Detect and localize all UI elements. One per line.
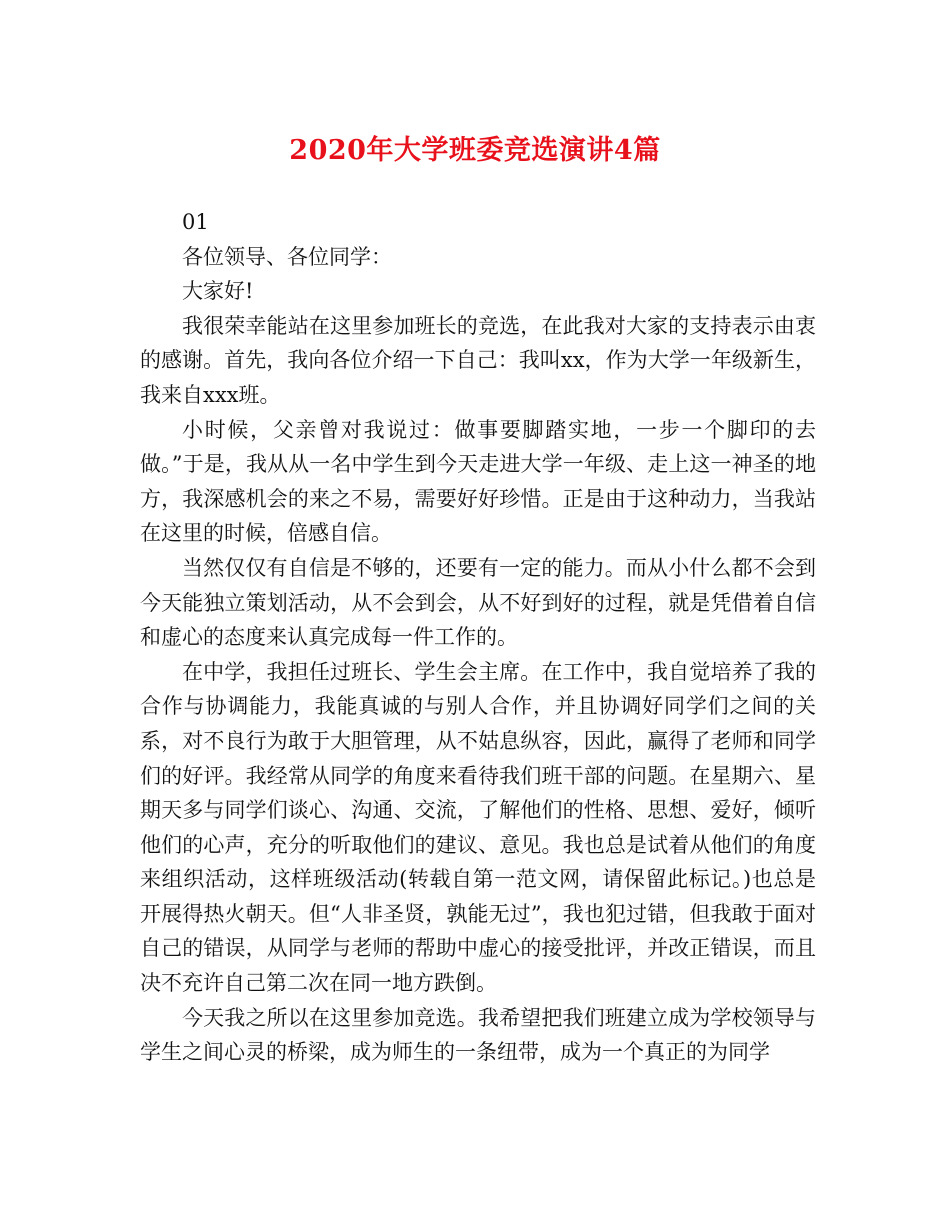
paragraph: 我很荣幸能站在这里参加班长的竞选，在此我对大家的支持表示由衷的感谢。首先，我向各位介绍一下自己：我叫xx，作为大学一年级新生，我来自xxx班。 (140, 313, 816, 407)
document-title: 2020年大学班委竞选演讲4篇 (289, 135, 661, 166)
paragraph: 小时候，父亲曾对我说过：做事要脚踏实地，一步一个脚印的去做。”于是，我从从一名中学生到今天走进大学一年级、走上这一神圣的地方，我深感机会的来之不易，需要好好珍惜。正是由于这种动力，当我站在这里的时候，倍感自信。 (140, 417, 816, 546)
salutation: 各位领导、各位同学： (182, 244, 392, 269)
paragraph: 当然仅仅有自信是不够的，还要有一定的能力。而从小什么都不会到今天能独立策划活动，从不会到会，从不好到好的过程，就是凭借着自信和虚心的态度来认真完成每一件工作的。 (140, 555, 816, 650)
document-body (140, 205, 816, 1070)
paragraph: 在中学，我担任过班长、学生会主席。在工作中，我自觉培养了我的合作与协调能力，我能真诚的与别人合作，并且协调好同学们之间的关系，对不良行为敢于大胆管理，从不姑息纵容，因此，赢得了老师和同学们的好评。我经常从同学的角度来看待我们班干部的问题。在星期六、星期天多与同学们谈心、沟通、交流，了解他们的性格、思想、爱好，倾听他们的心声，充分的听取他们的建议、意见。我也总是试着从他们的角度来组织活动，这样班级活动(转载自第一范文网，请保留此标记。)也总是开展得热火朝天。但“人非圣贤，孰能无过”，我也犯过错，但我敢于面对自己的错误，从同学与老师的帮助中虚心的接受批评，并改正错误，而且决不充许自己第二次在同一地方跌倒。 (140, 659, 816, 996)
greeting: 大家好! (182, 279, 254, 304)
paragraph: 今天我之所以在这里参加竞选。我希望把我们班建立成为学校领导与学生之间心灵的桥梁，成为师生的一条纽带，成为一个真正的为同学 (140, 1005, 816, 1065)
section-number: 01 (182, 210, 209, 234)
